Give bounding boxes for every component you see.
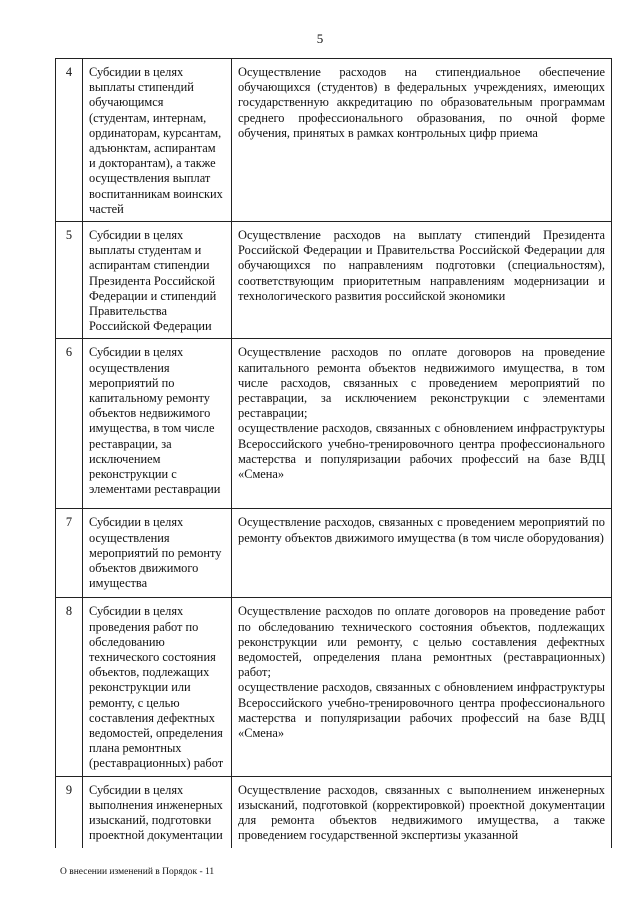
footer-note: О внесении изменений в Порядок - 11 (60, 867, 215, 877)
description-paragraph: осуществление расходов, связанных с обновлением инфраструктуры Всероссийского учебно-тренировочного центра профессионального мастерства и популяризации рабочих профессий на базе ВДЦ «Смена» (238, 421, 605, 482)
subsidy-name: Субсидии в целях проведения работ по обследованию технического состояния объектов, подлежащих реконструкции или ремонту, с целью составления дефектных ведомостей, определения плана ремонтных (реставрационных) работ (83, 598, 232, 776)
subsidy-description: Осуществление расходов на стипендиальное обеспечение обучающихся (студентов) в федеральных учреждениях, имеющих государственную аккредитацию по образовательным программам среднего профессионального образования, по очной форме обучения, принятых в рамках контрольных цифр приема (232, 59, 612, 222)
subsidy-description (232, 339, 612, 509)
row-number: 5 (56, 222, 83, 339)
row-number: 9 (56, 776, 83, 847)
row-number: 6 (56, 339, 83, 509)
table-row (56, 509, 612, 598)
row-number: 7 (56, 509, 83, 598)
subsidy-description: Осуществление расходов, связанных с выполнением инженерных изысканий, подготовкой (корректировкой) проектной документации для ремонта объектов недвижимого имущества, а также проведением государственной экспертизы указанной (232, 776, 612, 847)
table-row (56, 339, 612, 509)
subsidy-name: Субсидии в целях осуществления мероприятий по капитальному ремонту объектов недвижимого имущества, в том числе реставрации, за исключением реконструкции с элементами реставрации (83, 339, 232, 509)
table-row (56, 222, 612, 339)
description-paragraph: Осуществление расходов по оплате договоров на проведение работ по обследованию технического состояния объектов, подлежащих реконструкции или ремонту, с целью составления дефектных ведомостей, определения плана ремонтных (реставрационных) работ; (238, 604, 605, 680)
subsidy-name: Субсидии в целях осуществления мероприятий по ремонту объектов движимого имущества (83, 509, 232, 598)
table-row (56, 59, 612, 222)
subsidy-table (55, 58, 612, 848)
description-paragraph: осуществление расходов, связанных с обновлением инфраструктуры Всероссийского учебно-тренировочного центра профессионального мастерства и популяризации рабочих профессий на базе ВДЦ «Смена» (238, 680, 605, 741)
table-row (56, 776, 612, 847)
subsidy-name: Субсидии в целях выплаты стипендий обучающимся (студентам, интернам, ординаторам, курсантам, адъюнктам, аспирантам и докторантам), а также осуществления выплат воспитанникам воинских частей (83, 59, 232, 222)
subsidy-description: Осуществление расходов на выплату стипендий Президента Российской Федерации и Правительства Российской Федерации для обучающихся по направлениям подготовки (специальностям), соответствующим приоритетным направлениям модернизации и технологического развития российской экономики (232, 222, 612, 339)
subsidy-name: Субсидии в целях выплаты студентам и аспирантам стипендии Президента Российской Федерации и стипендий Правительства Российской Федерации (83, 222, 232, 339)
subsidy-name: Субсидии в целях выполнения инженерных изысканий, подготовки проектной документации (83, 776, 232, 847)
table-row (56, 598, 612, 776)
row-number: 4 (56, 59, 83, 222)
subsidy-description (232, 598, 612, 776)
page-number: 5 (316, 31, 324, 46)
row-number: 8 (56, 598, 83, 776)
description-paragraph: Осуществление расходов по оплате договоров на проведение капитального ремонта объектов недвижимого имущества, в том числе расходов, связанных с проведением мероприятий по реставрации, за исключением реконструкции с элементами реставрации; (238, 345, 605, 421)
subsidy-description: Осуществление расходов, связанных с проведением мероприятий по ремонту объектов движимого имущества (в том числе оборудования) (232, 509, 612, 598)
